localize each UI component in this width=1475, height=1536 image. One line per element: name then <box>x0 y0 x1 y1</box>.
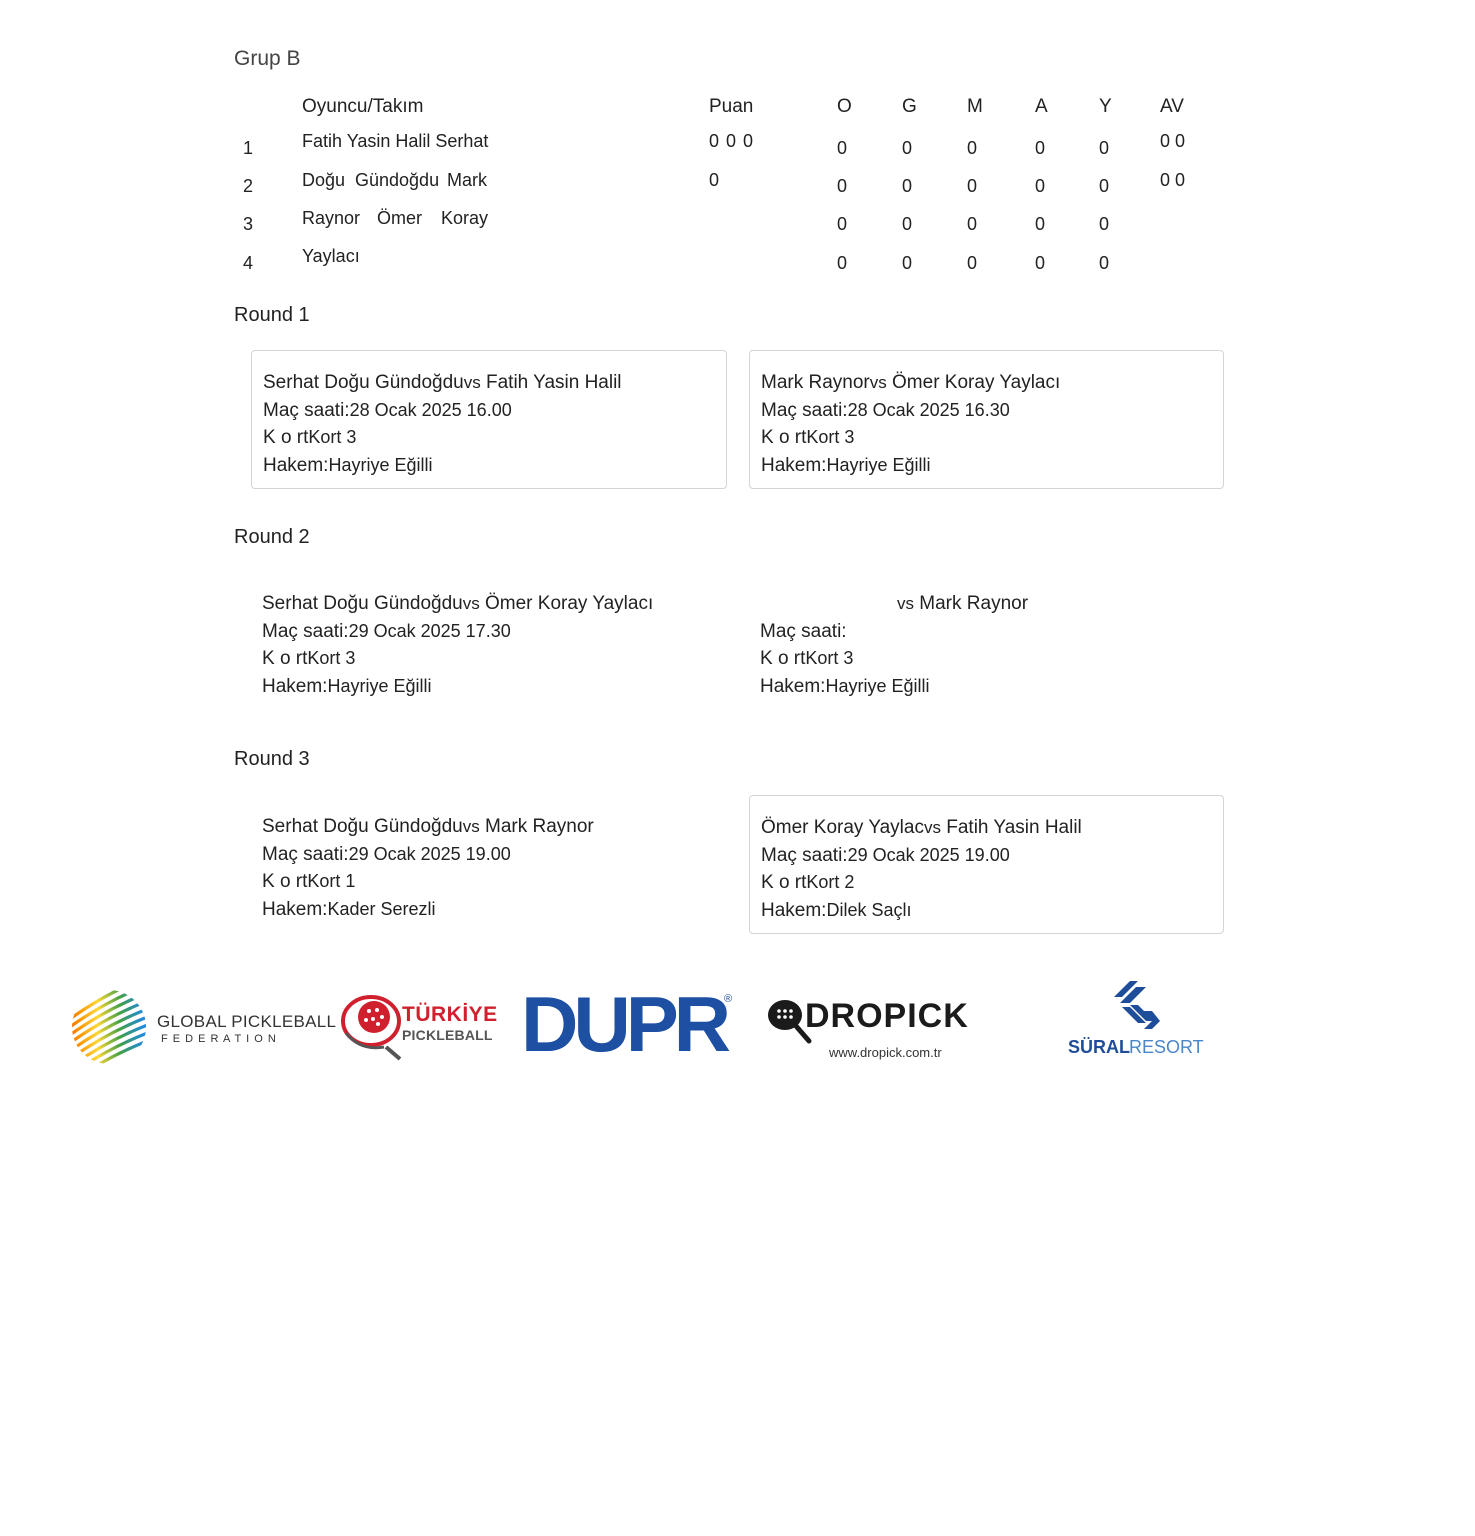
team1: Serhat Doğu Gündoğdu <box>262 816 463 837</box>
row-y: 0 <box>1099 253 1110 273</box>
time-label: Maç saati: <box>761 844 848 866</box>
header-puan: Puan <box>709 96 754 117</box>
header-a: A <box>1035 96 1048 117</box>
vs-label: vs <box>923 818 941 837</box>
row-g: 0 <box>902 214 913 234</box>
team2: Fatih Yasin Halil <box>486 372 622 393</box>
row-a: 0 <box>1035 214 1046 234</box>
time-label: Maç saati: <box>262 843 349 865</box>
header-y: Y <box>1099 96 1112 117</box>
resort-name: RESORT <box>1129 1037 1204 1057</box>
match-court: Kort 1 <box>307 871 356 891</box>
match-referee: Hayriye Eğilli <box>327 675 432 696</box>
team1: Ömer Koray Yaylac <box>761 817 924 838</box>
row-o: 0 <box>837 253 848 273</box>
row-rank: 1 <box>243 138 254 158</box>
vs-label: vs <box>869 373 887 392</box>
turkiye-pickleball-logo <box>340 993 498 1063</box>
row-g: 0 <box>902 138 913 158</box>
match-referee: Kader Serezli <box>327 898 436 919</box>
header-player: Oyuncu/Takım <box>302 96 424 117</box>
sural-emblem-icon <box>1112 979 1162 1033</box>
row-y: 0 <box>1099 214 1110 234</box>
row-name-part: Raynor <box>302 208 361 228</box>
referee-label: Hakem: <box>761 899 827 921</box>
time-label: Maç saati: <box>760 620 847 642</box>
header-o: O <box>837 96 852 117</box>
row-av: 0 0 <box>1160 131 1186 151</box>
team1: Serhat Doğu Gündoğdu <box>262 593 463 614</box>
court-label: K o rt <box>262 648 308 669</box>
row-m: 0 <box>967 138 978 158</box>
header-g: G <box>902 96 917 117</box>
court-label: K o rt <box>263 427 309 448</box>
time-label: Maç saati: <box>262 620 349 642</box>
match-referee: Hayriye Eğilli <box>328 454 433 475</box>
turkiye-subtitle: PICKLEBALL <box>402 1027 493 1043</box>
round-title: Round 3 <box>234 748 310 770</box>
vs-label: vs <box>462 817 480 836</box>
row-g: 0 <box>902 253 913 273</box>
time-label: Maç saati: <box>263 399 350 421</box>
referee-label: Hakem: <box>263 454 329 476</box>
team2: Fatih Yasin Halil <box>946 817 1082 838</box>
row-name-part: Gündoğdu <box>355 170 440 190</box>
turkiye-title: TÜRKİYE <box>402 1003 498 1026</box>
row-rank: 3 <box>243 214 254 234</box>
row-name-part: Mark <box>447 170 487 190</box>
global-pickleball-federation-logo <box>64 987 337 1067</box>
header-m: M <box>967 96 983 117</box>
referee-label: Hakem: <box>761 454 827 476</box>
gpf-subtitle: F E D E R A T I O N <box>161 1033 277 1045</box>
row-g: 0 <box>902 176 913 196</box>
row-name-part: Koray <box>441 208 489 228</box>
group-title: Grup B <box>234 47 301 70</box>
row-y: 0 <box>1099 138 1110 158</box>
row-name-part: Doğu <box>302 170 346 190</box>
round-title: Round 1 <box>234 304 310 326</box>
row-y: 0 <box>1099 176 1110 196</box>
row-m: 0 <box>967 176 978 196</box>
vs-label: vs <box>897 594 914 613</box>
team2: Ömer Koray Yaylacı <box>892 372 1061 393</box>
match-card <box>251 350 727 489</box>
court-label: K o rt <box>262 871 308 892</box>
match-court: Kort 2 <box>806 872 855 892</box>
team2: Mark Raynor <box>919 593 1029 614</box>
sponsor-logos <box>0 975 1475 1075</box>
match-time: 28 Ocak 2025 16.30 <box>847 399 1010 420</box>
row-a: 0 <box>1035 176 1046 196</box>
team1: Mark Raynor <box>761 372 870 393</box>
match-time: 29 Ocak 2025 17.30 <box>348 620 511 641</box>
row-o: 0 <box>837 176 848 196</box>
header-av: AV <box>1160 96 1184 117</box>
row-a: 0 <box>1035 253 1046 273</box>
paddle-ball-icon <box>340 993 402 1063</box>
match-card <box>749 350 1224 489</box>
row-rank: 4 <box>243 253 254 273</box>
row-m: 0 <box>967 253 978 273</box>
round-title: Round 2 <box>234 526 310 548</box>
registered-mark: ® <box>724 993 733 1005</box>
team2: Ömer Koray Yaylacı <box>485 593 654 614</box>
row-a: 0 <box>1035 138 1046 158</box>
match-card <box>749 572 1224 711</box>
match-card <box>749 795 1224 934</box>
team1: Serhat Doğu Gündoğdu <box>263 372 464 393</box>
court-label: K o rt <box>760 648 806 669</box>
match-card <box>251 795 727 934</box>
referee-label: Hakem: <box>262 675 328 697</box>
row-name: Yaylacı <box>302 246 360 266</box>
match-card <box>251 572 727 711</box>
dropick-wordmark: DROPICK <box>805 997 969 1035</box>
vs-label: vs <box>462 594 480 613</box>
time-label: Maç saati: <box>761 399 848 421</box>
court-label: K o rt <box>761 872 807 893</box>
dropick-url: www.dropick.com.tr <box>829 1045 942 1060</box>
row-rank: 2 <box>243 176 254 196</box>
match-referee: Hayriye Eğilli <box>825 675 930 696</box>
match-court: Kort 3 <box>806 427 855 447</box>
row-name: Fatih Yasin Halil Serhat <box>302 131 489 151</box>
row-av: 0 0 <box>1160 170 1186 190</box>
row-m: 0 <box>967 214 978 234</box>
row-puan: 0 <box>709 170 720 190</box>
match-referee: Dilek Saçlı <box>826 899 912 920</box>
match-time: 29 Ocak 2025 19.00 <box>847 844 1010 865</box>
dupr-wordmark: DUPR <box>521 980 727 1068</box>
dropick-logo <box>765 995 1035 1065</box>
row-o: 0 <box>837 138 848 158</box>
sural-name: SÜRAL <box>1068 1037 1130 1057</box>
row-o: 0 <box>837 214 848 234</box>
match-court: Kort 3 <box>308 427 357 447</box>
sural-resort-logo <box>1066 979 1211 1061</box>
dupr-logo <box>521 980 741 1068</box>
court-label: K o rt <box>761 427 807 448</box>
match-court: Kort 3 <box>307 648 356 668</box>
match-time: 28 Ocak 2025 16.00 <box>349 399 512 420</box>
match-time: 29 Ocak 2025 19.00 <box>348 843 511 864</box>
vs-label: vs <box>463 373 481 392</box>
match-referee: Hayriye Eğilli <box>826 454 931 475</box>
row-puan: 0 0 0 <box>709 131 755 151</box>
row-name-part: Ömer <box>377 208 422 228</box>
gpf-name: GLOBAL PICKLEBALL <box>157 1012 337 1031</box>
team2: Mark Raynor <box>485 816 594 837</box>
referee-label: Hakem: <box>262 898 328 920</box>
match-court: Kort 3 <box>805 648 854 668</box>
globe-icon <box>64 987 154 1067</box>
referee-label: Hakem: <box>760 675 826 697</box>
